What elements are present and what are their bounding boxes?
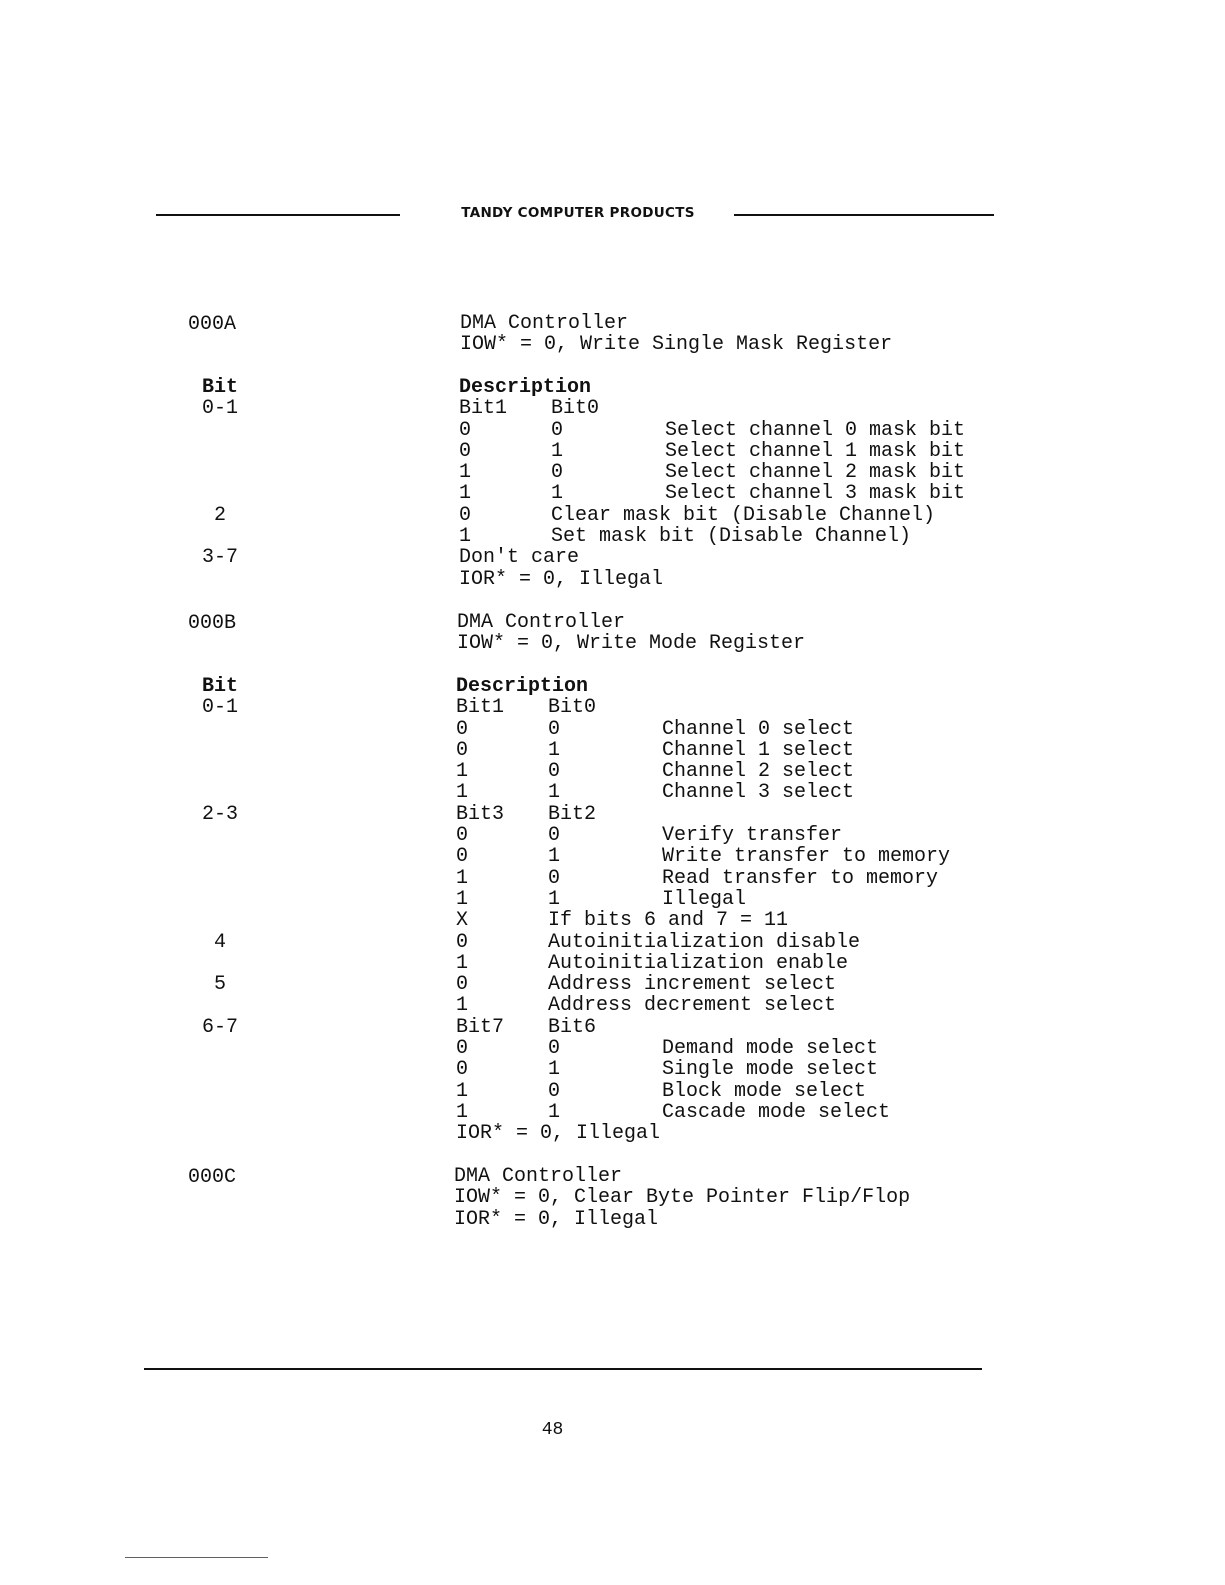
header-rule-right (734, 214, 994, 216)
address-label: 000A (188, 313, 237, 336)
address-label: 000C (188, 1166, 237, 1189)
header-title: TANDY COMPUTER PRODUCTS (461, 205, 695, 221)
header-rule-left (156, 214, 400, 216)
document-page: TANDY COMPUTER PRODUCTS 000A DMA Controller IOW* = 0, Write Single Mask Register Bit 0-1 2 3-7 Description Bit1 Bit0 0 0 Select channel 0 mask bit 0 1 Select channel 1 mask bit 1 0 Select channel 2 mask bit 1 1 Select channel 3 mask bit 0 Clear mask bit (Disable Channel) 1 Set mask bit (Disable Channel) Don't care IOR* = 0, Illegal 000B DMA Controller IOW* = 0, Write Mode Register Bit 0-1 2-3 4 5 6-7 Description Bit1 Bit0 0 0 Channel 0 select 0 1 Channel 1 select 1 0 Channel 2 select 1 1 Channel 3 select Bit3 Bit2 0 0 Verify transfer 0 1 Write transfer to memory 1 0 Read transfer to memory 1 1 Illegal X If bits 6 and 7 = 11 0 Autoinitialization disable 1 Autoinitialization enable 0 Address increment select 1 Address decrement select Bit7 Bit6 0 0 Demand mode select 0 1 Single mode select 1 0 Block mode select 1 1 Cascade mode select IOR* = 0, Illegal 000C DMA Controller IOW* = 0, Clear Byte Pointer Flip/Flop IOR* = 0, Illegal 48 (0, 0, 1225, 1585)
bottom-edge-marker (125, 1557, 268, 1558)
footer-rule (144, 1368, 982, 1370)
address-label: 000B (188, 612, 237, 635)
page-number: 48 (541, 1420, 564, 1440)
